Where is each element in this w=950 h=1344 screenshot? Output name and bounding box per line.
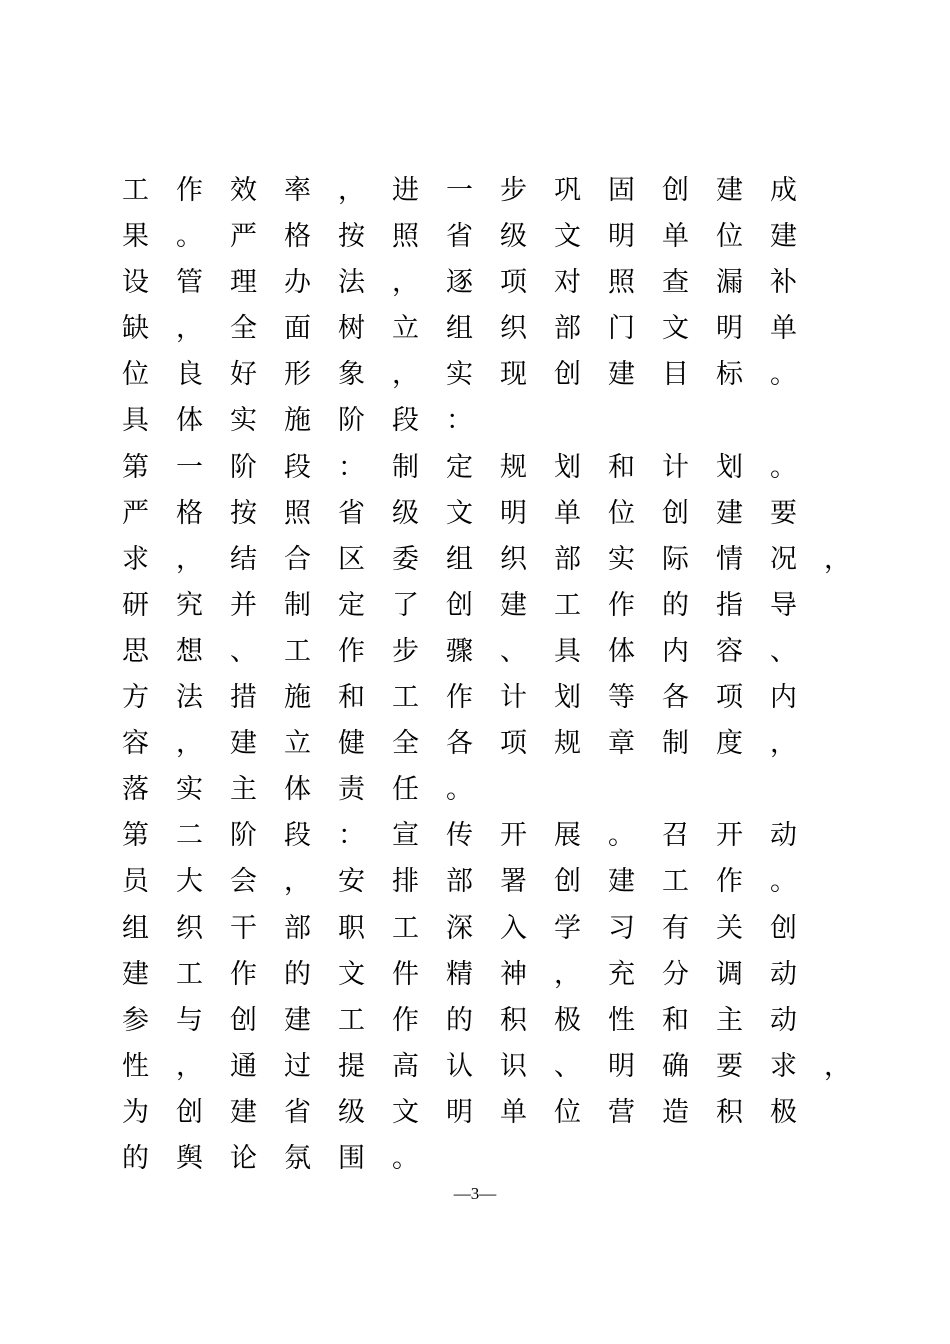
text-line: 设管理办法，逐项对照查漏补: [122, 267, 824, 299]
text-line: 建工作的文件精神，充分调动: [122, 958, 824, 990]
text-line: 第一阶段：制定规划和计划。: [122, 451, 824, 483]
page-number: —3—: [453, 1184, 497, 1203]
text-line: 工作效率，进一步巩固创建成: [122, 175, 824, 206]
text-line: 方法措施和工作计划等各项内: [122, 682, 824, 714]
text-line: 果。严格按照省级文明单位建: [122, 221, 824, 253]
text-line: 的舆论氛围。: [122, 1142, 446, 1174]
text-line: 落实主体责任。: [122, 774, 500, 806]
text-line: 思想、工作步骤、具体内容、: [122, 635, 824, 667]
text-line: 第二阶段：宣传开展。召开动: [122, 820, 824, 852]
text-line: 缺，全面树立组织部门文明单: [122, 313, 824, 345]
text-line: 求，结合区委组织部实际情况，: [122, 543, 878, 575]
text-line: 员大会，安排部署创建工作。: [122, 866, 824, 898]
text-line: 研究并制定了创建工作的指导: [122, 589, 824, 621]
text-line: 具体实施阶段：: [122, 405, 500, 437]
text-line: 组织干部职工深入学习有关创: [122, 912, 824, 944]
text-line: 参与创建工作的积极性和主动: [122, 1004, 824, 1036]
text-line: 容，建立健全各项规章制度，: [122, 728, 824, 760]
text-line: 性，通过提高认识、明确要求，: [122, 1050, 878, 1082]
text-line: 为创建省级文明单位营造积极: [122, 1096, 824, 1128]
text-line: 严格按照省级文明单位创建要: [122, 497, 824, 529]
text-line: 位良好形象，实现创建目标。: [122, 359, 824, 391]
body-text: [122, 168, 878, 1182]
